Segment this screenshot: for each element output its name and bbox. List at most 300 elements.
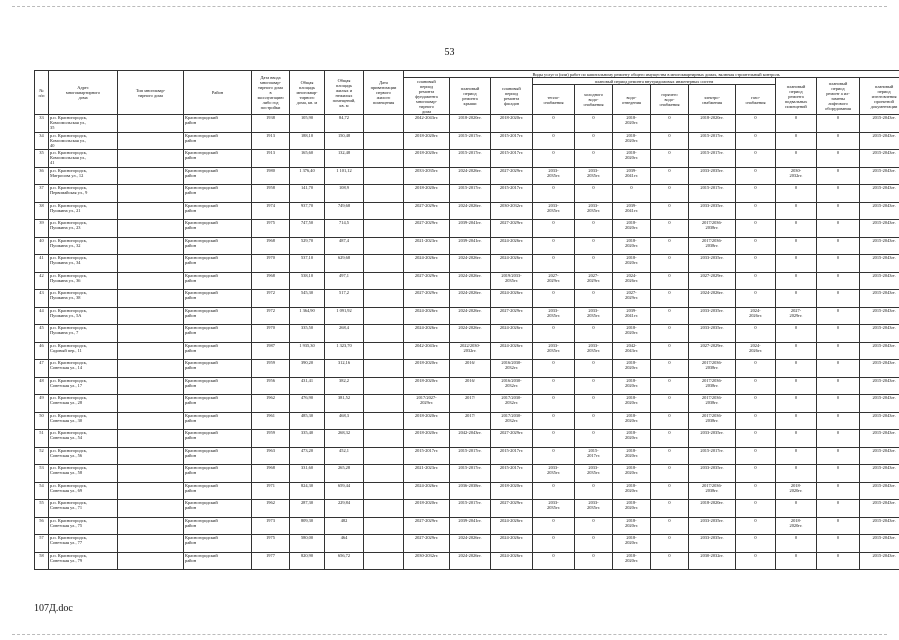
cold-water-cell: 0 <box>575 325 613 343</box>
district-cell: Красногородский район <box>184 167 252 185</box>
living-area-cell: 382,2 <box>325 377 364 395</box>
year-built-cell: 1974 <box>252 202 290 220</box>
living-area-cell: 749,68 <box>325 202 364 220</box>
row-number: 41 <box>35 255 49 273</box>
year-built-cell: 1913 <box>252 150 290 168</box>
house-type-cell <box>118 500 184 518</box>
cold-water-cell: 2033- 2035гг. <box>575 307 613 325</box>
roof-cell: 2024-2026гг. <box>450 307 491 325</box>
electricity-cell: 2017/2036- 2038гг. <box>689 412 736 430</box>
district-cell: Красногородский район <box>184 447 252 465</box>
gas-cell: 0 <box>736 552 776 570</box>
hot-water-cell: 0 <box>651 325 689 343</box>
foundation-cell: 2018-2020гг. <box>404 412 450 430</box>
year-built-cell: 1972 <box>252 290 290 308</box>
facade-cell: 2027-2029гг. <box>491 307 533 325</box>
address-cell: р.п. Красногородск, Советская ул., 17 <box>49 377 118 395</box>
electricity-cell: 2017/2036- 2038гг. <box>689 237 736 255</box>
elevator-cell: 0 <box>817 115 860 133</box>
address-cell: р.п. Красногородск, Пушкина ул., 5А <box>49 307 118 325</box>
year-built-cell: 1959 <box>252 430 290 448</box>
living-area-cell: 132,48 <box>325 150 364 168</box>
year-built-cell: 1913 <box>252 132 290 150</box>
row-number: 37 <box>35 185 49 203</box>
facade-cell: 2024-2026гг. <box>491 237 533 255</box>
heating-cell: 0 <box>533 430 575 448</box>
design-docs-cell: 2015-2043гг. <box>860 220 899 238</box>
house-type-cell <box>118 360 184 378</box>
basement-cell: 2018- 2020гг. <box>776 517 817 535</box>
row-number: 57 <box>35 535 49 553</box>
privatization-cell <box>364 115 404 133</box>
total-area-cell: 545,30 <box>290 290 325 308</box>
heating-cell: 0 <box>533 290 575 308</box>
gas-cell: 0 <box>736 517 776 535</box>
heating-cell: 0 <box>533 150 575 168</box>
basement-cell: 0 <box>776 132 817 150</box>
row-number: 40 <box>35 237 49 255</box>
roof-cell: 2015-2017гг. <box>450 500 491 518</box>
cold-water-cell: 0 <box>575 115 613 133</box>
cold-water-cell: 2033- 2035гг. <box>575 342 613 360</box>
roof-cell: 2039-2041гг. <box>450 237 491 255</box>
house-type-cell <box>118 412 184 430</box>
hot-water-cell: 0 <box>651 255 689 273</box>
living-area-cell: 629,68 <box>325 255 364 273</box>
house-type-cell <box>118 552 184 570</box>
elevator-cell: 0 <box>817 167 860 185</box>
electricity-cell: 2015-2017гг. <box>689 447 736 465</box>
year-built-cell: 1938 <box>252 115 290 133</box>
foundation-cell: 2027-2029гг. <box>404 220 450 238</box>
cold-water-cell: 0 <box>575 517 613 535</box>
address-cell: р.п. Красногородск, Советская ул., 58 <box>49 465 118 483</box>
foundation-cell: 2024-2026гг. <box>404 255 450 273</box>
cold-water-cell: 0 <box>575 535 613 553</box>
year-built-cell: 1968 <box>252 237 290 255</box>
district-cell: Красногородский район <box>184 500 252 518</box>
address-cell: р.п. Красногородск, Комсомольская ул., 35 <box>49 115 118 133</box>
electricity-cell: 2033-2035гг. <box>689 535 736 553</box>
header-total-area: Общая площадь многоквар- тирного дома, кв. м <box>290 71 325 115</box>
elevator-cell: 0 <box>817 552 860 570</box>
sewage-cell: 2018- 2020гг. <box>613 395 651 413</box>
design-docs-cell: 2015-2043гг. <box>860 290 899 308</box>
table-row <box>35 360 899 378</box>
table-row <box>35 150 899 168</box>
heating-cell: 0 <box>533 395 575 413</box>
design-docs-cell: 2015-2043гг. <box>860 465 899 483</box>
house-type-cell <box>118 272 184 290</box>
sewage-cell: 2018- 2020гг. <box>613 132 651 150</box>
facade-cell: 2019/2033- 2035гг. <box>491 272 533 290</box>
basement-cell: 0 <box>776 115 817 133</box>
privatization-cell <box>364 220 404 238</box>
row-number: 55 <box>35 500 49 518</box>
foundation-cell: 2027-2029гг. <box>404 290 450 308</box>
living-area-cell: 381,52 <box>325 395 364 413</box>
facade-cell: 2024-2026гг. <box>491 552 533 570</box>
roof-cell: 2039-2041гг. <box>450 517 491 535</box>
row-number: 49 <box>35 395 49 413</box>
foundation-cell: 2018-2020гг. <box>404 500 450 518</box>
sewage-cell: 2039- 2041гг. <box>613 202 651 220</box>
district-cell: Красногородский район <box>184 237 252 255</box>
electricity-cell: 2017/2036- 2038гг. <box>689 395 736 413</box>
total-area-cell: 580,00 <box>290 535 325 553</box>
electricity-cell: 2033-2035гг. <box>689 517 736 535</box>
elevator-cell: 0 <box>817 377 860 395</box>
address-cell: р.п. Красногородск, Садовый пер., 11 <box>49 342 118 360</box>
gas-cell: 0 <box>736 360 776 378</box>
living-area-cell: 150,48 <box>325 132 364 150</box>
district-cell: Красногородский район <box>184 482 252 500</box>
roof-cell: 2018-2020гг. <box>450 115 491 133</box>
total-area-cell: 809,30 <box>290 517 325 535</box>
privatization-cell <box>364 430 404 448</box>
basement-cell: 0 <box>776 325 817 343</box>
electricity-cell: 2033-2035гг. <box>689 430 736 448</box>
house-type-cell <box>118 430 184 448</box>
facade-cell: 2015-2017гг. <box>491 447 533 465</box>
hot-water-cell: 0 <box>651 500 689 518</box>
address-cell: р.п. Красногородск, Советская ул., 30 <box>49 412 118 430</box>
address-cell: р.п. Красногородск, Комсомольская ул., 41 <box>49 150 118 168</box>
year-built-cell: 1975 <box>252 535 290 553</box>
living-area-cell: 108,9 <box>325 185 364 203</box>
privatization-cell <box>364 552 404 570</box>
cold-water-cell: 2015- 2017гг. <box>575 447 613 465</box>
row-number: 33 <box>35 115 49 133</box>
address-cell: р.п. Красногородск, Первомайская ул., 9 <box>49 185 118 203</box>
electricity-cell: 2017/2036- 2038гг. <box>689 482 736 500</box>
design-docs-cell: 2015-2043гг. <box>860 447 899 465</box>
privatization-cell <box>364 255 404 273</box>
table-row <box>35 185 899 203</box>
foundation-cell: 2018-2020гг. <box>404 185 450 203</box>
total-area-cell: 747,50 <box>290 220 325 238</box>
facade-cell: 2024-2026гг. <box>491 342 533 360</box>
heating-cell: 2033- 2035гг. <box>533 202 575 220</box>
table-row <box>35 552 899 570</box>
total-area-cell: 820,90 <box>290 552 325 570</box>
electricity-cell: 2018-2020гг. <box>689 500 736 518</box>
design-docs-cell: 2015-2043гг. <box>860 185 899 203</box>
cold-water-cell: 0 <box>575 220 613 238</box>
foundation-cell: 2024-2026гг. <box>404 482 450 500</box>
gas-cell: 0 <box>736 447 776 465</box>
basement-cell: 0 <box>776 500 817 518</box>
total-area-cell: 824,30 <box>290 482 325 500</box>
electricity-cell: 2030-2032гг. <box>689 552 736 570</box>
living-area-cell: 659,44 <box>325 482 364 500</box>
electricity-cell: 2018-2020гг. <box>689 115 736 133</box>
facade-cell: 2027-2029гг. <box>491 220 533 238</box>
basement-cell: 0 <box>776 342 817 360</box>
table-row <box>35 132 899 150</box>
heating-cell: 0 <box>533 185 575 203</box>
foundation-cell: 2024-2026гг. <box>404 325 450 343</box>
total-area-cell: 529,70 <box>290 237 325 255</box>
basement-cell: 0 <box>776 430 817 448</box>
heating-cell: 2033- 2035гг. <box>533 167 575 185</box>
roof-cell: 2017/ <box>450 412 491 430</box>
design-docs-cell: 2015-2043гг. <box>860 237 899 255</box>
elevator-cell: 0 <box>817 272 860 290</box>
table-row <box>35 430 899 448</box>
basement-cell: 0 <box>776 237 817 255</box>
house-type-cell <box>118 465 184 483</box>
living-area-cell: 265,28 <box>325 465 364 483</box>
table-row <box>35 342 899 360</box>
sewage-cell: 2018- 2020гг. <box>613 552 651 570</box>
elevator-cell: 0 <box>817 307 860 325</box>
heating-cell: 2033- 2035гг. <box>533 342 575 360</box>
foundation-cell: 2015-2017гг. <box>404 447 450 465</box>
district-cell: Красногородский район <box>184 150 252 168</box>
facade-cell: 2027-2029гг. <box>491 430 533 448</box>
heating-cell: 2033- 2035гг. <box>533 500 575 518</box>
gas-cell: 0 <box>736 290 776 308</box>
living-area-cell: 487,4 <box>325 237 364 255</box>
elevator-cell: 0 <box>817 132 860 150</box>
sewage-cell: 2018- 2020гг. <box>613 430 651 448</box>
total-area-cell: 538,10 <box>290 272 325 290</box>
facade-cell: 2024-2026гг. <box>491 290 533 308</box>
living-area-cell: 468,3 <box>325 412 364 430</box>
year-built-cell: 1962 <box>252 500 290 518</box>
house-type-cell <box>118 517 184 535</box>
house-type-cell <box>118 167 184 185</box>
privatization-cell <box>364 447 404 465</box>
year-built-cell: 1958 <box>252 185 290 203</box>
district-cell: Красногородский район <box>184 535 252 553</box>
total-area-cell: 165,60 <box>290 150 325 168</box>
elevator-cell: 0 <box>817 150 860 168</box>
cold-water-cell: 0 <box>575 412 613 430</box>
total-area-cell: 431,41 <box>290 377 325 395</box>
foundation-cell: 2017/2027- 2029гг. <box>404 395 450 413</box>
design-docs-cell: 2015-2043гг. <box>860 150 899 168</box>
design-docs-cell: 2015-2043гг. <box>860 272 899 290</box>
sewage-cell: 2042- 2043гг. <box>613 342 651 360</box>
basement-cell: 0 <box>776 395 817 413</box>
elevator-cell: 0 <box>817 237 860 255</box>
living-area-cell: 517,2 <box>325 290 364 308</box>
roof-cell: 2016/ <box>450 377 491 395</box>
total-area-cell: 335,40 <box>290 430 325 448</box>
gas-cell: 0 <box>736 412 776 430</box>
table-row <box>35 517 899 535</box>
basement-cell: 0 <box>776 535 817 553</box>
district-cell: Красногородский район <box>184 132 252 150</box>
basement-cell: 0 <box>776 465 817 483</box>
hot-water-cell: 0 <box>651 202 689 220</box>
hot-water-cell: 0 <box>651 482 689 500</box>
table-body <box>35 115 899 570</box>
design-docs-cell: 2015-2043гг. <box>860 395 899 413</box>
table-row <box>35 307 899 325</box>
privatization-cell <box>364 482 404 500</box>
house-type-cell <box>118 290 184 308</box>
address-cell: р.п. Красногородск, Пушкина ул., 7 <box>49 325 118 343</box>
foundation-cell: 2033-2035гг. <box>404 167 450 185</box>
heating-cell: 0 <box>533 552 575 570</box>
table-row <box>35 465 899 483</box>
design-docs-cell: 2015-2043гг. <box>860 360 899 378</box>
year-built-cell: 1971 <box>252 482 290 500</box>
sewage-cell: 2018- 2020гг. <box>613 412 651 430</box>
basement-cell: 0 <box>776 202 817 220</box>
living-area-cell: 1 091,92 <box>325 307 364 325</box>
facade-cell: 2024-2026гг. <box>491 325 533 343</box>
roof-cell: 2016/ <box>450 360 491 378</box>
elevator-cell: 0 <box>817 360 860 378</box>
address-cell: р.п. Красногородск, Пушкина ул., 38 <box>49 290 118 308</box>
basement-cell: 0 <box>776 220 817 238</box>
address-cell: р.п. Красногородск, Пушкина ул., 34 <box>49 255 118 273</box>
address-cell: р.п. Красногородск, Комсомольская ул., 40 <box>49 132 118 150</box>
roof-cell: 2022/2030- 2032гг. <box>450 342 491 360</box>
electricity-cell: 2015-2017гг. <box>689 185 736 203</box>
foundation-cell: 2027-2029гг. <box>404 202 450 220</box>
sewage-cell: 2024- 2026гг. <box>613 272 651 290</box>
year-built-cell: 1972 <box>252 307 290 325</box>
scan-edge-top <box>12 6 887 7</box>
elevator-cell: 0 <box>817 412 860 430</box>
cold-water-cell: 0 <box>575 290 613 308</box>
hot-water-cell: 0 <box>651 150 689 168</box>
design-docs-cell: 2015-2043гг. <box>860 132 899 150</box>
electricity-cell: 2033-2035гг. <box>689 307 736 325</box>
electricity-cell: 2033-2035гг. <box>689 255 736 273</box>
hot-water-cell: 0 <box>651 377 689 395</box>
district-cell: Красногородский район <box>184 552 252 570</box>
foundation-cell: 2030-2032гг. <box>404 552 450 570</box>
electricity-cell: 2017/2036- 2038гг. <box>689 360 736 378</box>
roof-cell: 2024-2026гг. <box>450 325 491 343</box>
address-cell: р.п. Красногородск, Советская ул., 79 <box>49 552 118 570</box>
district-cell: Красногородский район <box>184 202 252 220</box>
foundation-cell: 2018-2020гг. <box>404 360 450 378</box>
address-cell: р.п. Красногородск, Пушкина ул., 32 <box>49 237 118 255</box>
elevator-cell: 0 <box>817 202 860 220</box>
year-built-cell: 1961 <box>252 412 290 430</box>
house-type-cell <box>118 115 184 133</box>
design-docs-cell: 2015-2043гг. <box>860 342 899 360</box>
hot-water-cell: 0 <box>651 307 689 325</box>
design-docs-cell: 2015-2043гг. <box>860 412 899 430</box>
district-cell: Красногородский район <box>184 377 252 395</box>
cold-water-cell: 0 <box>575 237 613 255</box>
design-docs-cell: 2015-2043гг. <box>860 552 899 570</box>
sewage-cell: 2018- 2020гг. <box>613 255 651 273</box>
gas-cell: 2024- 2026гг. <box>736 307 776 325</box>
privatization-cell <box>364 202 404 220</box>
table-row <box>35 377 899 395</box>
hot-water-cell: 0 <box>651 430 689 448</box>
gas-cell: 0 <box>736 272 776 290</box>
house-type-cell <box>118 237 184 255</box>
sewage-cell: 2018- 2020гг. <box>613 517 651 535</box>
cold-water-cell: 2033- 2035гг. <box>575 202 613 220</box>
total-area-cell: 287,30 <box>290 500 325 518</box>
hot-water-cell: 0 <box>651 272 689 290</box>
living-area-cell: 268,32 <box>325 430 364 448</box>
heating-cell: 0 <box>533 132 575 150</box>
heating-cell: 0 <box>533 412 575 430</box>
total-area-cell: 476,90 <box>290 395 325 413</box>
gas-cell: 0 <box>736 115 776 133</box>
foundation-cell: 2018-2020гг. <box>404 150 450 168</box>
hot-water-cell: 0 <box>651 132 689 150</box>
table-row <box>35 535 899 553</box>
electricity-cell: 2027-2029гг. <box>689 342 736 360</box>
year-built-cell: 1980 <box>252 167 290 185</box>
total-area-cell: 335,50 <box>290 325 325 343</box>
header-living-area: Общая площадь жилых и нежилых помещений, кв. м <box>325 71 364 115</box>
total-area-cell: 537,10 <box>290 255 325 273</box>
facade-cell: 2027-2029гг. <box>491 500 533 518</box>
total-area-cell: 1 935,30 <box>290 342 325 360</box>
basement-cell: 0 <box>776 150 817 168</box>
cold-water-cell: 2033- 2035гг. <box>575 500 613 518</box>
privatization-cell <box>364 272 404 290</box>
heating-cell: 0 <box>533 377 575 395</box>
header-heating: тепло- снабжения <box>533 85 575 115</box>
year-built-cell: 1970 <box>252 325 290 343</box>
roof-cell: 2015-2017гг. <box>450 150 491 168</box>
foundation-cell: 2027-2029гг. <box>404 272 450 290</box>
sewage-cell: 2018- 2020гг. <box>613 535 651 553</box>
basement-cell: 2018- 2020гг. <box>776 482 817 500</box>
electricity-cell: 2033-2035гг. <box>689 202 736 220</box>
table-row <box>35 272 899 290</box>
row-number: 36 <box>35 167 49 185</box>
foundation-cell: 2027-2029гг. <box>404 517 450 535</box>
year-built-cell: 1977 <box>252 552 290 570</box>
privatization-cell <box>364 465 404 483</box>
heating-cell: 0 <box>533 447 575 465</box>
facade-cell: 2027-2029гг. <box>491 167 533 185</box>
gas-cell: 2024- 2026гг. <box>736 342 776 360</box>
electricity-cell: 2015-2017гг. <box>689 132 736 150</box>
house-type-cell <box>118 342 184 360</box>
row-number: 52 <box>35 447 49 465</box>
heating-cell: 0 <box>533 237 575 255</box>
design-docs-cell: 2015-2043гг. <box>860 115 899 133</box>
gas-cell: 0 <box>736 202 776 220</box>
total-area-cell: 1 376,40 <box>290 167 325 185</box>
living-area-cell: 312,16 <box>325 360 364 378</box>
row-number: 47 <box>35 360 49 378</box>
house-type-cell <box>118 132 184 150</box>
table-row <box>35 115 899 133</box>
privatization-cell <box>364 342 404 360</box>
district-cell: Красногородский район <box>184 290 252 308</box>
design-docs-cell: 2015-2043гг. <box>860 202 899 220</box>
gas-cell: 0 <box>736 325 776 343</box>
basement-cell: 0 <box>776 272 817 290</box>
design-docs-cell: 2015-2043гг. <box>860 167 899 185</box>
address-cell: р.п. Красногородск, Пушкина ул., 23 <box>49 220 118 238</box>
address-cell: р.п. Красногородск, Советская ул., 56 <box>49 447 118 465</box>
total-area-cell: 331,60 <box>290 465 325 483</box>
year-built-cell: 1970 <box>252 255 290 273</box>
house-type-cell <box>118 220 184 238</box>
table-row <box>35 237 899 255</box>
row-number: 46 <box>35 342 49 360</box>
